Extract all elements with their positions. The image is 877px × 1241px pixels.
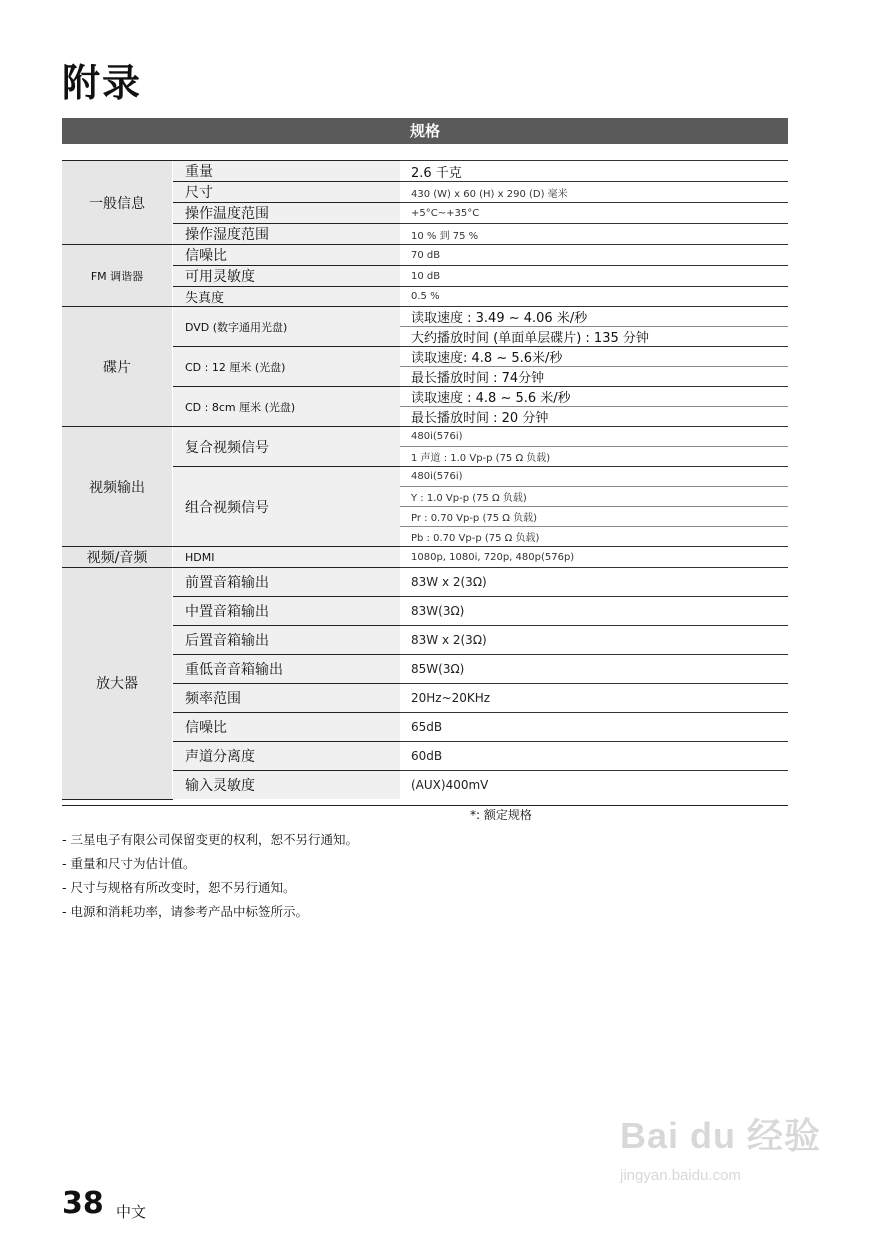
spec-value: Y : 1.0 Vp-p (75 Ω 负载)	[400, 487, 788, 507]
note-item: - 三星电子有限公司保留变更的权利，恕不另行通知。	[62, 832, 358, 847]
spec-value: 0.5 %	[400, 287, 788, 307]
watermark	[620, 1108, 830, 1208]
category-fm-tuner: FM 调谐器	[62, 245, 173, 307]
spec-label: 重量	[173, 161, 401, 182]
spec-label: 复合视频信号	[173, 427, 401, 467]
note-item: - 电源和消耗功率，请参考产品中标签所示。	[62, 904, 308, 919]
spec-label: 声道分离度	[173, 742, 401, 771]
category-general: 一般信息	[62, 161, 173, 245]
spec-value: 83W x 2(3Ω)	[400, 626, 788, 655]
spec-label: CD : 8cm 厘米 (光盘)	[173, 387, 401, 427]
spec-label: 中置音箱输出	[173, 597, 401, 626]
spec-value: 85W(3Ω)	[400, 655, 788, 684]
spec-value: 70 dB	[400, 245, 788, 266]
spec-label: CD : 12 厘米 (光盘)	[173, 347, 401, 387]
notes-list	[62, 828, 358, 924]
page-title: 附录	[62, 61, 143, 105]
table-row	[62, 161, 788, 182]
spec-label: DVD (数字通用光盘)	[173, 307, 401, 347]
table-bottom-rule	[62, 805, 788, 806]
spec-label: 操作温度范围	[173, 203, 401, 224]
spec-value: 480i(576i)	[400, 467, 788, 487]
spec-value: Pb : 0.70 Vp-p (75 Ω 负载)	[400, 527, 788, 547]
spec-value: 430 (W) x 60 (H) x 290 (D) 毫米	[400, 182, 788, 203]
note-item: - 重量和尺寸为估计值。	[62, 856, 196, 871]
spec-value: 60dB	[400, 742, 788, 771]
rated-spec-footnote: *: 额定规格	[470, 808, 532, 822]
spec-value: 83W(3Ω)	[400, 597, 788, 626]
spec-value: 最长播放时间 : 20 分钟	[400, 407, 788, 427]
spec-label: 尺寸	[173, 182, 401, 203]
spec-label: 可用灵敏度	[173, 266, 401, 287]
spec-label: 操作湿度范围	[173, 224, 401, 245]
spec-value: 读取速度: 4.8 ~ 5.6米/秒	[400, 347, 788, 367]
spec-label: 信噪比	[173, 245, 401, 266]
spec-label: 信噪比	[173, 713, 401, 742]
table-row	[62, 568, 788, 597]
spec-value: 1080p, 1080i, 720p, 480p(576p)	[400, 547, 788, 568]
spec-value: 读取速度 : 3.49 ~ 4.06 米/秒	[400, 307, 788, 327]
spec-label: 后置音箱输出	[173, 626, 401, 655]
table-row	[62, 547, 788, 568]
section-bar-specifications: 规格	[62, 118, 788, 144]
spec-label: HDMI	[173, 547, 401, 568]
watermark-url: jingyan.baidu.com	[620, 1167, 741, 1184]
spec-value: 最长播放时间 : 74分钟	[400, 367, 788, 387]
spec-value: 480i(576i)	[400, 427, 788, 447]
table-row	[62, 307, 788, 327]
spec-value: 2.6 千克	[400, 161, 788, 182]
spec-value: (AUX)400mV	[400, 771, 788, 800]
spec-value: 1 声道 : 1.0 Vp-p (75 Ω 负载)	[400, 447, 788, 467]
spec-value: 83W x 2(3Ω)	[400, 568, 788, 597]
spec-value: 大约播放时间 (单面单层碟片) : 135 分钟	[400, 327, 788, 347]
spec-value: Pr : 0.70 Vp-p (75 Ω 负载)	[400, 507, 788, 527]
table-row	[62, 245, 788, 266]
spec-value: 读取速度 : 4.8 ~ 5.6 米/秒	[400, 387, 788, 407]
category-video-output: 视频输出	[62, 427, 173, 547]
spec-value: 10 % 到 75 %	[400, 224, 788, 245]
spec-value: 20Hz~20KHz	[400, 684, 788, 713]
spec-value: 65dB	[400, 713, 788, 742]
spec-table	[62, 160, 788, 800]
category-amplifier: 放大器	[62, 568, 173, 800]
note-item: - 尺寸与规格有所改变时，恕不另行通知。	[62, 880, 296, 895]
spec-value: 10 dB	[400, 266, 788, 287]
page-number: 38	[62, 1186, 104, 1221]
spec-label: 组合视频信号	[173, 467, 401, 547]
category-disc: 碟片	[62, 307, 173, 427]
watermark-brand: Bai du 经验	[620, 1115, 822, 1156]
spec-value: +5°C~+35°C	[400, 203, 788, 224]
page-language: 中文	[116, 1203, 147, 1221]
spec-label: 前置音箱输出	[173, 568, 401, 597]
spec-label: 重低音音箱输出	[173, 655, 401, 684]
table-row	[62, 427, 788, 447]
spec-label: 输入灵敏度	[173, 771, 401, 800]
spec-label: 失真度	[173, 287, 401, 307]
spec-label: 频率范围	[173, 684, 401, 713]
category-video-audio: 视频/音频	[62, 547, 173, 568]
